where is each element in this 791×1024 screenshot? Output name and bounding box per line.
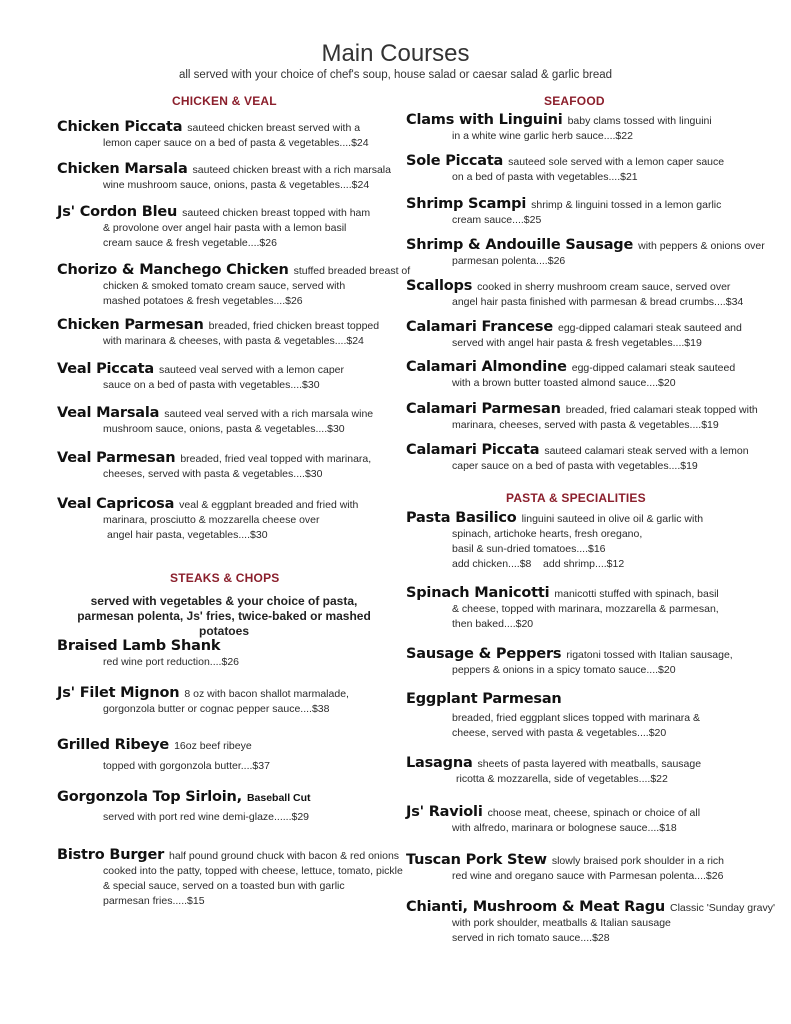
item-description: Classic 'Sunday gravy' xyxy=(670,902,775,914)
item-description: & provolone over angel hair pasta with a lemon basil xyxy=(103,222,347,234)
item-name: Shrimp Scampi xyxy=(406,196,527,212)
item-description: baby clams tossed with linguini xyxy=(567,115,712,127)
item-description: 8 oz with bacon shallot marmalade, xyxy=(184,688,349,700)
item-description: chicken & smoked tomato cream sauce, served with xyxy=(103,280,346,292)
item-name: Js' Cordon Bleu xyxy=(57,204,178,220)
menu-item-lasagna xyxy=(406,756,701,787)
menu-item-grilled-ribeye xyxy=(57,738,270,774)
menu-item-filet-mignon xyxy=(57,686,349,717)
item-description: ricotta & mozzarella, side of vegetables....$22 xyxy=(456,773,668,785)
item-description: gorgonzola butter or cognac pepper sauce....$38 xyxy=(103,703,330,715)
item-description: breaded, fried chicken breast topped xyxy=(208,320,380,332)
item-name: Calamari Parmesan xyxy=(406,401,561,417)
steaks-note-line: parmesan polenta, Js' fries, twice-baked or mashed potatoes xyxy=(77,609,371,638)
item-description: cream sauce & fresh vegetable....$26 xyxy=(103,237,277,249)
item-name: Tuscan Pork Stew xyxy=(406,852,547,868)
item-name: Js' Ravioli xyxy=(406,804,483,820)
item-name: Lasagna xyxy=(406,755,473,771)
heading-steaks-chops: STEAKS & CHOPS xyxy=(170,571,280,585)
menu-item-spinach-manicotti xyxy=(406,586,719,632)
item-name: Gorgonzola Top Sirloin, xyxy=(57,789,242,805)
item-name: Grilled Ribeye xyxy=(57,737,170,753)
item-name: Chicken Marsala xyxy=(57,161,188,177)
item-name: Calamari Almondine xyxy=(406,359,567,375)
item-name: Spinach Manicotti xyxy=(406,585,550,601)
item-name: Clams with Linguini xyxy=(406,112,563,128)
item-description: breaded, fried calamari steak topped with xyxy=(565,404,758,416)
item-description: angel hair pasta, vegetables....$30 xyxy=(107,529,268,541)
item-name: Chorizo & Manchego Chicken xyxy=(57,262,289,278)
item-description: manicotti stuffed with spinach, basil xyxy=(554,588,719,600)
item-description: slowly braised pork shoulder in a rich xyxy=(551,855,725,867)
item-description: cheese, served with pasta & vegetables....$20 xyxy=(452,727,667,739)
menu-item-chicken-marsala xyxy=(57,162,391,193)
item-description: mushroom sauce, onions, pasta & vegetables....$30 xyxy=(103,423,345,435)
item-description: breaded, fried eggplant slices topped with marinara & xyxy=(452,712,701,724)
menu-item-scallops xyxy=(406,279,743,310)
menu-item-lamb-shank xyxy=(57,639,239,670)
menu-item-sausage-peppers xyxy=(406,647,733,678)
item-description: veal & eggplant breaded and fried with xyxy=(179,499,359,511)
item-name: Veal Marsala xyxy=(57,405,160,421)
item-description: caper sauce on a bed of pasta with vegetables....$19 xyxy=(452,460,698,472)
item-name: Chicken Parmesan xyxy=(57,317,204,333)
item-description: choose meat, cheese, spinach or choice of all xyxy=(487,807,701,819)
item-description: linguini sauteed in olive oil & garlic with xyxy=(521,513,704,525)
item-description: served in rich tomato sauce....$28 xyxy=(452,932,610,944)
item-description: sauce on a bed of pasta with vegetables....$30 xyxy=(103,379,320,391)
item-description: sauteed chicken breast served with a xyxy=(187,122,361,134)
item-name: Braised Lamb Shank xyxy=(57,638,221,654)
item-description: with peppers & onions over xyxy=(638,240,765,252)
item-description: lemon caper sauce on a bed of pasta & vegetables....$24 xyxy=(103,137,369,149)
item-description: cheeses, served with pasta & vegetables....$30 xyxy=(103,468,323,480)
item-description: then baked....$20 xyxy=(452,618,534,630)
item-description: rigatoni tossed with Italian sausage, xyxy=(566,649,733,661)
item-cut: Baseball Cut xyxy=(246,792,311,804)
menu-item-calamari-francese xyxy=(406,320,742,351)
steaks-note xyxy=(56,594,392,639)
menu-item-pasta-basilico xyxy=(406,511,703,572)
menu-item-top-sirloin xyxy=(57,790,311,825)
item-description: red wine port reduction....$26 xyxy=(103,656,239,668)
item-description: in a white wine garlic herb sauce....$22 xyxy=(452,130,633,142)
item-name: Sole Piccata xyxy=(406,153,504,169)
item-description: mashed potatoes & fresh vegetables....$26 xyxy=(103,295,303,307)
item-name: Veal Capricosa xyxy=(57,496,175,512)
heading-pasta-specialities: PASTA & SPECIALITIES xyxy=(506,491,646,505)
item-description: on a bed of pasta with vegetables....$21 xyxy=(452,171,638,183)
item-description: egg-dipped calamari steak sauteed and xyxy=(557,322,742,334)
page-title: Main Courses xyxy=(321,40,470,67)
item-description: 16oz beef ribeye xyxy=(174,740,252,752)
menu-item-eggplant-parmesan xyxy=(406,692,700,741)
menu-item-calamari-parmesan xyxy=(406,402,758,433)
menu-item-ravioli xyxy=(406,805,700,836)
menu-item-clams-linguini xyxy=(406,113,712,144)
item-name: Chianti, Mushroom & Meat Ragu xyxy=(406,899,666,915)
item-description: stuffed breaded breast of xyxy=(293,265,411,277)
item-description: cooked into the patty, topped with cheese, lettuce, tomato, pickle xyxy=(103,865,403,877)
menu-item-veal-piccata xyxy=(57,362,344,393)
item-description: egg-dipped calamari steak sauteed xyxy=(571,362,736,374)
item-description: add chicken....$8 add shrimp....$12 xyxy=(452,558,625,570)
menu-item-tuscan-pork-stew xyxy=(406,853,724,884)
menu-item-chicken-parmesan xyxy=(57,318,379,349)
item-name: Shrimp & Andouille Sausage xyxy=(406,237,634,253)
menu-item-veal-marsala xyxy=(57,406,373,437)
item-description: sauteed sole served with a lemon caper sauce xyxy=(508,156,725,168)
menu-item-bistro-burger xyxy=(57,848,403,909)
item-description: cooked in sherry mushroom cream sauce, served over xyxy=(477,281,731,293)
item-description: peppers & onions in a spicy tomato sauce....$20 xyxy=(452,664,676,676)
item-name: Js' Filet Mignon xyxy=(57,685,180,701)
item-name: Sausage & Peppers xyxy=(406,646,562,662)
menu-item-calamari-piccata xyxy=(406,443,749,474)
steaks-note-line: served with vegetables & your choice of pasta, xyxy=(90,594,358,608)
item-description: with alfredo, marinara or bolognese sauce....$18 xyxy=(452,822,677,834)
item-description: with marinara & cheeses, with pasta & vegetables....$24 xyxy=(103,335,364,347)
menu-item-calamari-almondine xyxy=(406,360,735,391)
item-name: Chicken Piccata xyxy=(57,119,183,135)
item-description: & cheese, topped with marinara, mozzarella & parmesan, xyxy=(452,603,719,615)
item-description: shrimp & linguini tossed in a lemon garlic xyxy=(531,199,722,211)
item-name: Veal Parmesan xyxy=(57,450,176,466)
item-name: Veal Piccata xyxy=(57,361,154,377)
item-description: half pound ground chuck with bacon & red onions xyxy=(169,850,400,862)
heading-seafood: SEAFOOD xyxy=(544,94,605,108)
item-description: cream sauce....$25 xyxy=(452,214,542,226)
item-description: breaded, fried veal topped with marinara, xyxy=(180,453,372,465)
heading-chicken-veal: CHICKEN & VEAL xyxy=(172,94,277,108)
item-name: Scallops xyxy=(406,278,473,294)
item-description: sauteed veal served with a rich marsala wine xyxy=(164,408,374,420)
menu-item-cordon-bleu xyxy=(57,205,370,251)
item-description: served with port red wine demi-glaze......$29 xyxy=(103,811,310,823)
menu-item-chorizo-manchego xyxy=(57,263,410,309)
menu-item-chianti-ragu xyxy=(406,900,775,946)
item-description: angel hair pasta finished with parmesan & bread crumbs....$34 xyxy=(452,296,744,308)
item-name: Pasta Basilico xyxy=(406,510,517,526)
item-description: spinach, artichoke hearts, fresh oregano, xyxy=(452,528,643,540)
item-description: sauteed calamari steak served with a lemon xyxy=(544,445,749,457)
item-description: parmesan polenta....$26 xyxy=(452,255,566,267)
item-description: topped with gorgonzola butter....$37 xyxy=(103,760,270,772)
item-description: served with angel hair pasta & fresh vegetables....$19 xyxy=(452,337,702,349)
item-name: Bistro Burger xyxy=(57,847,165,863)
item-description: sauteed chicken breast with a rich marsala xyxy=(192,164,391,176)
item-name: Eggplant Parmesan xyxy=(406,691,562,707)
menu-item-shrimp-scampi xyxy=(406,197,721,228)
item-description: sauteed veal served with a lemon caper xyxy=(158,364,344,376)
item-description: red wine and oregano sauce with Parmesan polenta....$26 xyxy=(452,870,724,882)
item-description: & special sauce, served on a toasted bun with garlic xyxy=(103,880,345,892)
menu-item-shrimp-andouille xyxy=(406,238,765,269)
menu-item-veal-parmesan xyxy=(57,451,371,482)
menu-item-chicken-piccata xyxy=(57,120,369,151)
item-description: basil & sun-dried tomatoes....$16 xyxy=(452,543,606,555)
item-description: marinara, prosciutto & mozzarella cheese over xyxy=(103,514,320,526)
item-description: sheets of pasta layered with meatballs, sausage xyxy=(477,758,702,770)
item-description: sauteed chicken breast topped with ham xyxy=(182,207,371,219)
item-description: marinara, cheeses, served with pasta & vegetables....$19 xyxy=(452,419,719,431)
menu-item-veal-capricosa xyxy=(57,497,358,543)
item-description: with a brown butter toasted almond sauce....$20 xyxy=(452,377,676,389)
item-description: with pork shoulder, meatballs & Italian sausage xyxy=(452,917,671,929)
page-subtitle: all served with your choice of chef's soup, house salad or caesar salad & garlic bread xyxy=(178,69,613,81)
item-description: parmesan fries.....$15 xyxy=(103,895,205,907)
menu-item-sole-piccata xyxy=(406,154,724,185)
item-name: Calamari Piccata xyxy=(406,442,540,458)
item-description: wine mushroom sauce, onions, pasta & vegetables....$24 xyxy=(103,179,370,191)
item-name: Calamari Francese xyxy=(406,319,553,335)
